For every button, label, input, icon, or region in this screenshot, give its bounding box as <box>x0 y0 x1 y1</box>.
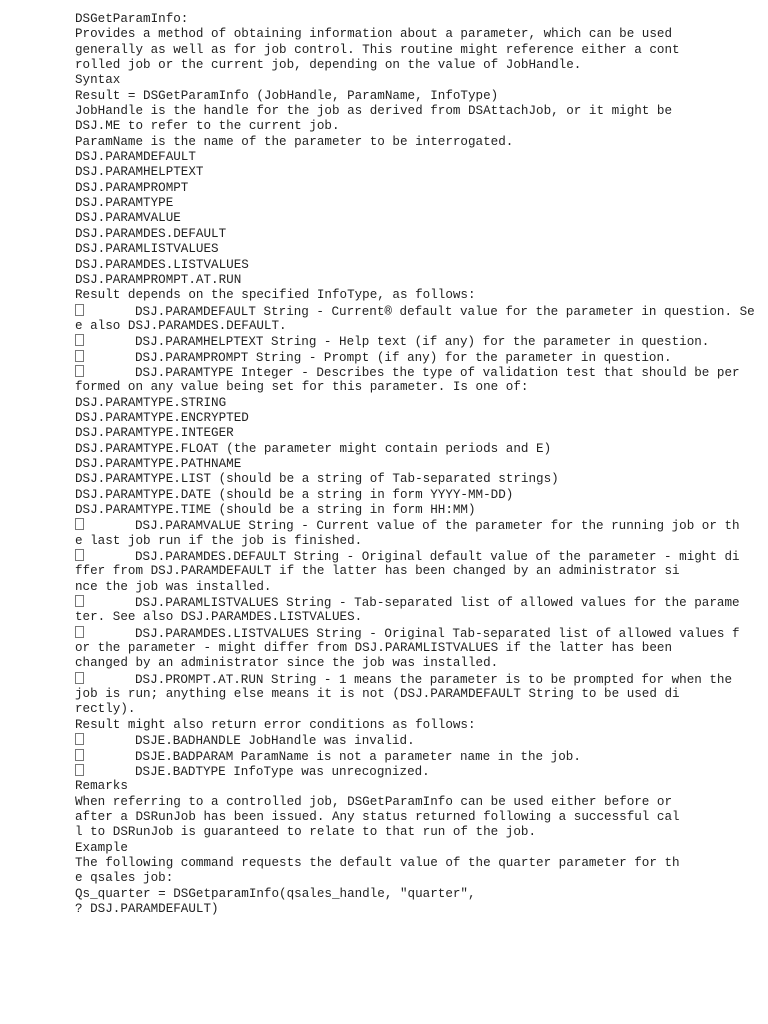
missing-glyph-bullet-icon <box>75 365 84 377</box>
line-text: DSJ.PARAMLISTVALUES <box>75 242 219 257</box>
text-line <box>75 580 755 595</box>
text-line <box>75 211 755 226</box>
line-text: DSJ.PARAMPROMPT <box>75 180 189 195</box>
line-text: changed by an administrator since the job was installed. <box>75 656 499 671</box>
line-text: Remarks <box>75 779 128 794</box>
text-line <box>75 227 755 242</box>
text-line <box>75 534 755 549</box>
text-line <box>75 564 755 579</box>
line-text: after a DSRunJob has been issued. Any status returned following a successful cal <box>75 809 680 824</box>
text-line <box>75 43 755 58</box>
line-text: generally as well as for job control. This routine might reference either a cont <box>75 42 680 57</box>
bullet-line <box>75 365 755 380</box>
line-text: Syntax <box>75 73 121 88</box>
line-text: ParamName is the name of the parameter to be interrogated. <box>75 134 514 149</box>
line-text: ffer from DSJ.PARAMDEFAULT if the latter has been changed by an administrator si <box>75 564 680 579</box>
line-text: DSJ.PARAMPROMPT String - Prompt (if any) for the parameter in question. <box>135 350 672 365</box>
text-line <box>75 258 755 273</box>
missing-glyph-bullet-icon <box>75 626 84 638</box>
line-text: The following command requests the default value of the quarter parameter for th <box>75 855 680 870</box>
bullet-line <box>75 304 755 319</box>
line-text: DSJ.PARAMTYPE.FLOAT (the parameter might contain periods and E) <box>75 441 552 456</box>
bullet-line <box>75 749 755 764</box>
text-line <box>75 457 755 472</box>
text-line <box>75 810 755 825</box>
text-line <box>75 396 755 411</box>
text-line <box>75 902 755 917</box>
text-line <box>75 104 755 119</box>
text-line <box>75 687 755 702</box>
text-line <box>75 411 755 426</box>
text-line <box>75 871 755 886</box>
text-line <box>75 27 755 42</box>
text-line <box>75 472 755 487</box>
text-line <box>75 150 755 165</box>
line-text: Provides a method of obtaining information about a parameter, which can be used <box>75 27 673 42</box>
bullet-line <box>75 764 755 779</box>
line-text: DSJ.PARAMDES.DEFAULT String - Original default value of the parameter - might di <box>135 550 740 565</box>
line-text: formed on any value being set for this parameter. Is one of: <box>75 380 529 395</box>
text-line <box>75 288 755 303</box>
text-line <box>75 779 755 794</box>
bullet-line <box>75 350 755 365</box>
line-text: DSJ.PARAMTYPE.INTEGER <box>75 426 234 441</box>
line-text: DSJE.BADHANDLE JobHandle was invalid. <box>135 734 415 749</box>
bullet-line <box>75 518 755 533</box>
text-line <box>75 887 755 902</box>
line-text: or the parameter - might differ from DSJ.PARAMLISTVALUES if the latter has been <box>75 641 673 656</box>
line-text: DSJ.PARAMHELPTEXT String - Help text (if any) for the parameter in question. <box>135 335 710 350</box>
line-text: DSJ.PARAMTYPE.STRING <box>75 395 227 410</box>
line-text: Qs_quarter = DSGetparamInfo(qsales_handle, "quarter", <box>75 886 476 901</box>
line-text: DSJ.PARAMTYPE.DATE (should be a string in form YYYY-MM-DD) <box>75 487 514 502</box>
text-line <box>75 442 755 457</box>
line-text: DSJ.PARAMDEFAULT String - Current® default value for the parameter in question. Se <box>135 304 755 319</box>
line-text: rectly). <box>75 702 136 717</box>
line-text: DSJ.PARAMTYPE.ENCRYPTED <box>75 410 249 425</box>
line-text: l to DSRunJob is guaranteed to relate to that run of the job. <box>75 825 537 840</box>
line-text: DSJ.PARAMVALUE String - Current value of the parameter for the running job or th <box>135 519 740 534</box>
line-text: ter. See also DSJ.PARAMDES.LISTVALUES. <box>75 610 363 625</box>
text-line <box>75 135 755 150</box>
text-line <box>75 718 755 733</box>
text-line <box>75 488 755 503</box>
line-text: DSJ.PROMPT.AT.RUN String - 1 means the parameter is to be prompted for when the <box>135 672 733 687</box>
line-text: DSJ.PARAMTYPE Integer - Describes the type of validation test that should be per <box>135 365 740 380</box>
line-text: e also DSJ.PARAMDES.DEFAULT. <box>75 318 287 333</box>
line-text: nce the job was installed. <box>75 579 272 594</box>
missing-glyph-bullet-icon <box>75 350 84 362</box>
line-text: Example <box>75 840 128 855</box>
text-line <box>75 841 755 856</box>
missing-glyph-bullet-icon <box>75 549 84 561</box>
text-line <box>75 273 755 288</box>
text-line <box>75 656 755 671</box>
text-line <box>75 641 755 656</box>
line-text: DSJE.BADTYPE InfoType was unrecognized. <box>135 764 430 779</box>
text-line <box>75 856 755 871</box>
text-line <box>75 119 755 134</box>
line-text: DSJE.BADPARAM ParamName is not a parameter name in the job. <box>135 749 581 764</box>
line-text: JobHandle is the handle for the job as derived from DSAttachJob, or it might be <box>75 104 673 119</box>
line-text: DSJ.PARAMDES.LISTVALUES String - Original Tab-separated list of allowed values f <box>135 626 740 641</box>
text-line <box>75 181 755 196</box>
missing-glyph-bullet-icon <box>75 304 84 316</box>
text-line <box>75 58 755 73</box>
document-body <box>75 12 755 917</box>
line-text: job is run; anything else means it is not (DSJ.PARAMDEFAULT String to be used di <box>75 687 680 702</box>
missing-glyph-bullet-icon <box>75 595 84 607</box>
text-line <box>75 73 755 88</box>
bullet-line <box>75 672 755 687</box>
line-text: DSJ.PARAMHELPTEXT <box>75 165 204 180</box>
bullet-line <box>75 626 755 641</box>
line-text: DSJ.PARAMPROMPT.AT.RUN <box>75 272 242 287</box>
line-text: DSJ.PARAMVALUE <box>75 211 181 226</box>
line-text: DSJ.PARAMLISTVALUES String - Tab-separated list of allowed values for the parame <box>135 596 740 611</box>
missing-glyph-bullet-icon <box>75 764 84 776</box>
line-text: DSJ.PARAMTYPE.TIME (should be a string in form HH:MM) <box>75 503 476 517</box>
line-text: ? DSJ.PARAMDEFAULT) <box>75 901 219 916</box>
line-text: DSJ.PARAMDES.DEFAULT <box>75 226 227 241</box>
line-text: DSJ.PARAMTYPE.PATHNAME <box>75 456 242 471</box>
missing-glyph-bullet-icon <box>75 733 84 745</box>
text-line <box>75 702 755 717</box>
bullet-line <box>75 595 755 610</box>
missing-glyph-bullet-icon <box>75 672 84 684</box>
text-line <box>75 825 755 840</box>
line-text: DSJ.PARAMTYPE <box>75 196 174 211</box>
line-text: Result depends on the specified InfoType, as follows: <box>75 288 476 303</box>
text-line <box>75 89 755 104</box>
line-text: rolled job or the current job, depending on the value of JobHandle. <box>75 58 582 73</box>
text-line <box>75 242 755 257</box>
line-text: When referring to a controlled job, DSGetParamInfo can be used either before or <box>75 794 673 809</box>
line-text: DSJ.ME to refer to the current job. <box>75 119 340 134</box>
text-line <box>75 165 755 180</box>
text-line <box>75 12 755 27</box>
line-text: e last job run if the job is finished. <box>75 533 363 548</box>
text-line <box>75 196 755 211</box>
line-text: DSJ.PARAMTYPE.LIST (should be a string of Tab-separated strings) <box>75 472 559 487</box>
missing-glyph-bullet-icon <box>75 749 84 761</box>
text-line <box>75 380 755 395</box>
text-line <box>75 795 755 810</box>
line-text: Result might also return error conditions as follows: <box>75 717 476 732</box>
line-text: e qsales job: <box>75 871 174 886</box>
bullet-line <box>75 549 755 564</box>
text-line <box>75 426 755 441</box>
text-line <box>75 610 755 625</box>
missing-glyph-bullet-icon <box>75 518 84 530</box>
line-text: DSJ.PARAMDES.LISTVALUES <box>75 257 249 272</box>
line-text: DSGetParamInfo: <box>75 12 189 26</box>
line-text: Result = DSGetParamInfo (JobHandle, ParamName, InfoType) <box>75 88 499 103</box>
line-text: DSJ.PARAMDEFAULT <box>75 150 196 165</box>
text-line <box>75 319 755 334</box>
bullet-line <box>75 733 755 748</box>
missing-glyph-bullet-icon <box>75 334 84 346</box>
text-line <box>75 503 755 518</box>
bullet-line <box>75 334 755 349</box>
